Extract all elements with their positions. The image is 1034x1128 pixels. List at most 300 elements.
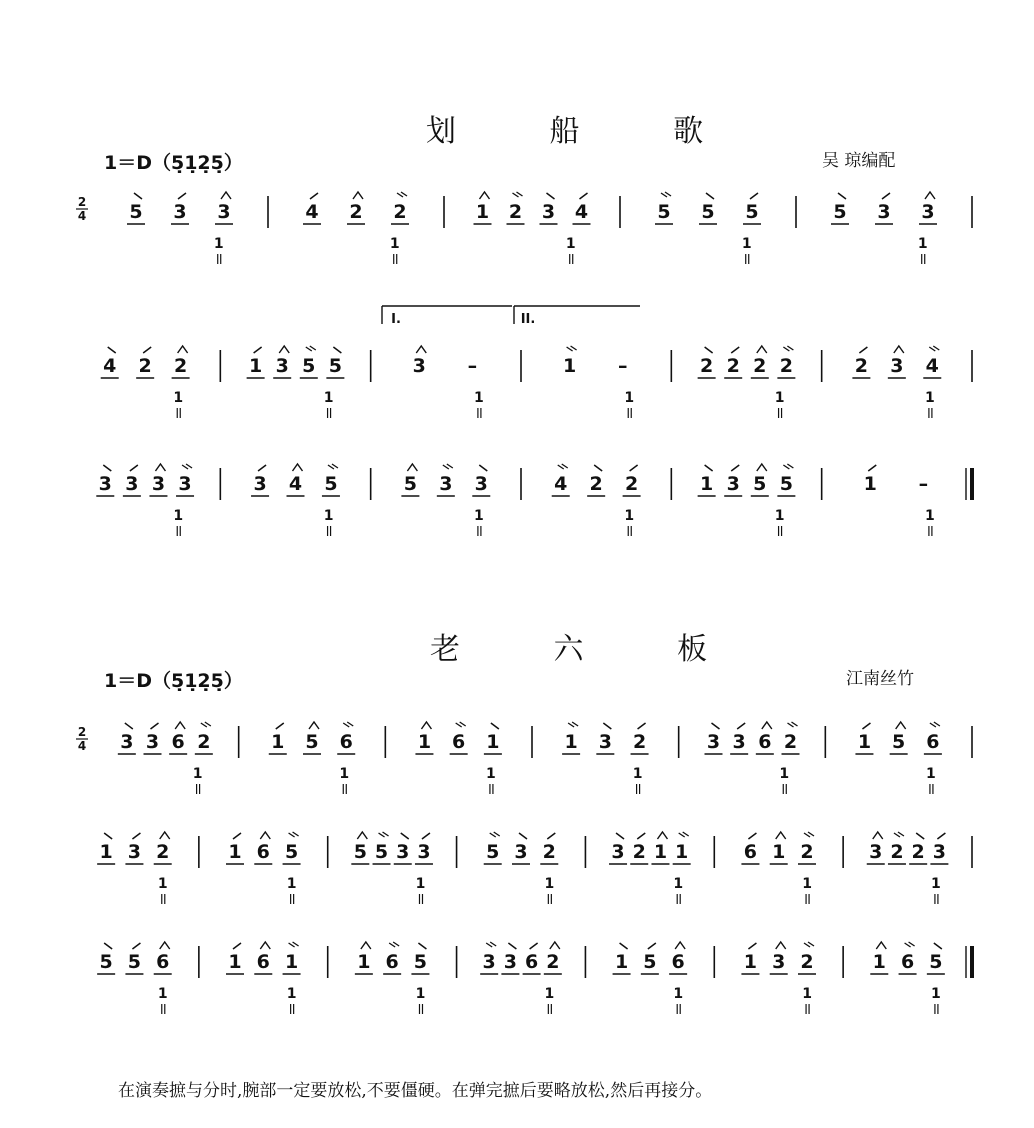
technique-mark: [757, 346, 767, 353]
note: 2: [632, 731, 647, 753]
note: 2: [624, 473, 639, 495]
lower-note: 1: [339, 766, 350, 782]
technique-mark: [480, 192, 490, 199]
technique-mark: [804, 943, 810, 947]
ending-2-label: II.: [520, 312, 536, 327]
note: 1: [284, 951, 299, 973]
note: 5: [284, 841, 299, 863]
lower-note: 1: [323, 390, 334, 406]
technique-mark: [661, 193, 667, 197]
technique-mark: [104, 943, 112, 949]
technique-mark: [328, 465, 334, 469]
note: 3: [514, 841, 528, 863]
technique-mark: [293, 942, 299, 946]
technique-mark: [930, 723, 936, 727]
note: 5: [701, 201, 715, 223]
note: 5: [745, 201, 759, 223]
technique-mark: [792, 722, 798, 726]
note: 2: [700, 355, 714, 377]
note: 5: [302, 355, 316, 377]
technique-mark: [182, 465, 188, 469]
note: 1: [228, 841, 242, 863]
note: 3: [253, 473, 267, 495]
note: 3: [932, 841, 947, 863]
note: 3: [482, 951, 496, 973]
note: 1: [486, 731, 500, 753]
technique-mark: [233, 833, 241, 839]
piece2-key-signature: 1＝D（5̣1̣2̣5̣）: [104, 670, 243, 692]
note: 1: [700, 473, 714, 495]
lower-note: 1: [802, 986, 812, 1002]
note: 2: [854, 355, 869, 377]
technique-mark: [898, 832, 904, 836]
note: 5: [486, 841, 500, 863]
technique-mark: [293, 832, 299, 836]
note: 3: [178, 473, 192, 495]
technique-mark: [155, 464, 165, 471]
technique-mark: [706, 193, 714, 199]
technique-mark: [103, 465, 111, 471]
technique-mark: [276, 723, 284, 729]
lower-note: 1: [917, 236, 928, 252]
note: 4: [554, 473, 568, 495]
note: 4: [288, 473, 303, 495]
note: 2: [393, 201, 407, 223]
note: 3: [706, 731, 721, 753]
lower-note: 1: [286, 876, 297, 892]
note: 5: [403, 473, 418, 495]
technique-mark: [132, 943, 140, 949]
piece2-title: 老 六 板: [430, 632, 750, 667]
technique-mark: [838, 193, 846, 199]
note: 3: [598, 731, 612, 753]
technique-mark: [132, 833, 140, 839]
lower-note: 1: [173, 390, 184, 406]
note: 2: [156, 841, 170, 863]
technique-mark: [562, 464, 568, 468]
technique-mark: [490, 833, 496, 837]
technique-mark: [347, 722, 353, 726]
note: 1: [872, 951, 886, 973]
note: 1: [357, 951, 371, 973]
note: 1: [249, 355, 263, 377]
technique-mark: [416, 346, 426, 353]
note: 3: [726, 473, 740, 495]
technique-mark: [657, 832, 667, 839]
technique-mark: [490, 942, 496, 946]
lower-note: 1: [157, 876, 168, 892]
note: 3: [127, 841, 142, 863]
technique-mark: [309, 722, 319, 729]
technique-mark: [130, 465, 138, 471]
note: 1: [863, 473, 877, 495]
note: 1: [772, 841, 786, 863]
technique-mark: [160, 832, 170, 839]
note: 4: [103, 355, 117, 377]
technique-mark: [494, 832, 500, 836]
lower-note: 1: [415, 986, 426, 1002]
technique-mark: [783, 347, 789, 351]
lower-note: 1: [673, 986, 684, 1002]
note: 6: [256, 951, 270, 973]
technique-mark: [925, 192, 935, 199]
lower-note: 1: [389, 236, 400, 252]
note: 3: [173, 201, 187, 223]
technique-mark: [683, 832, 689, 836]
technique-mark: [530, 943, 538, 949]
note: 1: [99, 841, 113, 863]
note: 1: [743, 951, 758, 973]
technique-mark: [808, 942, 814, 946]
dash: –: [618, 355, 628, 377]
technique-mark: [205, 722, 211, 726]
technique-mark: [550, 942, 560, 949]
note: 3: [474, 473, 488, 495]
technique-mark: [134, 193, 142, 199]
note: 1: [675, 841, 689, 863]
technique-mark: [379, 833, 385, 837]
technique-mark: [519, 833, 527, 839]
dash: –: [918, 473, 929, 495]
technique-mark: [868, 465, 876, 471]
note: 2: [546, 951, 560, 973]
technique-mark: [750, 193, 758, 199]
lower-note: 1: [173, 508, 184, 524]
note: 1: [562, 355, 577, 377]
technique-mark: [397, 193, 403, 197]
technique-mark: [517, 192, 523, 196]
technique-mark: [933, 346, 939, 350]
lower-note: 1: [213, 236, 224, 252]
lower-note: 1: [931, 986, 941, 1002]
technique-mark: [486, 943, 492, 947]
technique-mark: [306, 347, 312, 351]
note: 2: [911, 841, 925, 863]
note: 2: [800, 841, 814, 863]
technique-mark: [418, 943, 426, 949]
lower-note: 1: [925, 508, 935, 524]
technique-mark: [221, 192, 231, 199]
technique-mark: [547, 193, 555, 199]
lower-note: 1: [544, 876, 555, 892]
note: 4: [305, 201, 319, 223]
note: 5: [779, 473, 793, 495]
technique-mark: [293, 464, 303, 471]
technique-mark: [882, 193, 890, 199]
note: 3: [541, 201, 556, 223]
technique-mark: [905, 943, 911, 947]
note: 3: [890, 355, 904, 377]
technique-mark: [479, 465, 487, 471]
technique-mark: [289, 833, 295, 837]
note: 4: [574, 201, 589, 223]
note: 2: [542, 841, 556, 863]
note: 1: [271, 731, 285, 753]
lower-note: 1: [486, 766, 496, 782]
note: 5: [99, 951, 113, 973]
lower-note: 1: [157, 986, 168, 1002]
technique-mark: [876, 942, 886, 949]
technique-mark: [787, 464, 793, 468]
technique-mark: [616, 833, 624, 839]
technique-mark: [762, 722, 772, 729]
lower-note: 1: [286, 986, 297, 1002]
note: 6: [900, 951, 915, 973]
technique-mark: [620, 943, 628, 949]
technique-mark: [143, 347, 151, 353]
technique-mark: [665, 192, 671, 196]
technique-mark: [731, 347, 739, 353]
note: 1: [228, 951, 242, 973]
note: 5: [753, 473, 767, 495]
technique-mark: [178, 193, 186, 199]
note: 2: [800, 951, 814, 973]
technique-mark: [630, 465, 638, 471]
piece2-time-signature-den: 4: [77, 739, 87, 753]
note: 5: [892, 731, 906, 753]
technique-mark: [862, 723, 870, 729]
lower-note: 1: [323, 508, 334, 524]
note: 3: [921, 201, 935, 223]
note: 2: [726, 355, 740, 377]
technique-mark: [151, 723, 159, 729]
lower-note: 1: [415, 876, 426, 892]
note: 6: [385, 951, 399, 973]
technique-mark: [679, 833, 685, 837]
piece1-title: 划 船 歌: [426, 114, 746, 149]
note: 5: [929, 951, 943, 973]
note: 3: [503, 951, 518, 973]
technique-mark: [937, 833, 945, 839]
technique-mark: [310, 346, 316, 350]
lower-note: 1: [632, 766, 643, 782]
note: 5: [374, 841, 389, 863]
lower-note: 1: [474, 508, 484, 524]
note: 6: [671, 951, 685, 973]
technique-mark: [353, 192, 363, 199]
technique-mark: [731, 465, 739, 471]
note: 3: [412, 355, 426, 377]
note: 2: [890, 841, 904, 863]
technique-mark: [361, 942, 371, 949]
technique-mark: [175, 722, 185, 729]
note: 5: [129, 201, 143, 223]
technique-mark: [108, 347, 116, 353]
technique-mark: [333, 347, 341, 353]
technique-mark: [916, 833, 924, 839]
note: 2: [197, 731, 211, 753]
technique-mark: [934, 943, 942, 949]
note: 1: [564, 731, 578, 753]
lower-note: 1: [624, 508, 635, 524]
note: 2: [349, 201, 363, 223]
technique-mark: [447, 464, 453, 468]
technique-mark: [260, 832, 270, 839]
note: 2: [173, 355, 188, 377]
technique-mark: [233, 943, 241, 949]
technique-mark: [859, 347, 867, 353]
note: 5: [413, 951, 428, 973]
note: 3: [877, 201, 891, 223]
technique-mark: [873, 832, 883, 839]
note: 2: [779, 355, 793, 377]
technique-mark: [934, 722, 940, 726]
note: 1: [653, 841, 668, 863]
technique-mark: [558, 465, 564, 469]
note: 5: [833, 201, 847, 223]
technique-mark: [508, 943, 516, 949]
piece1-arranger: 吴 琼编配: [822, 151, 896, 171]
note: 1: [475, 201, 490, 223]
technique-mark: [567, 347, 573, 351]
technique-mark: [909, 942, 915, 946]
note: 3: [125, 473, 139, 495]
technique-mark: [705, 347, 713, 353]
note: 5: [657, 201, 671, 223]
performance-footnote: 在演奏摭与分时,腕部一定要放松,不要僵硬。在弹完摭后要略放松,然后再接分。: [118, 1081, 713, 1101]
note: 6: [524, 951, 539, 973]
note: 6: [926, 731, 940, 753]
note: 3: [275, 355, 289, 377]
technique-mark: [929, 347, 935, 351]
technique-mark: [260, 942, 270, 949]
technique-mark: [638, 723, 646, 729]
dash: –: [467, 355, 478, 377]
technique-mark: [571, 346, 577, 350]
lower-note: 1: [673, 876, 684, 892]
note: 5: [328, 355, 342, 377]
technique-mark: [389, 943, 395, 947]
technique-mark: [808, 832, 814, 836]
technique-mark: [748, 943, 756, 949]
technique-mark: [332, 464, 338, 468]
technique-mark: [104, 833, 112, 839]
lower-note: 1: [779, 766, 790, 782]
note: 2: [753, 355, 767, 377]
technique-mark: [637, 833, 645, 839]
note: 4: [925, 355, 939, 377]
technique-mark: [401, 833, 409, 839]
note: 1: [857, 731, 872, 753]
technique-mark: [705, 465, 713, 471]
lower-note: 1: [544, 986, 555, 1002]
note: 5: [643, 951, 657, 973]
piece1-key-signature: 1＝D（5̣1̣2̣5̣）: [104, 152, 243, 174]
lower-note: 1: [741, 236, 752, 252]
technique-mark: [776, 942, 786, 949]
note: 3: [869, 841, 883, 863]
lower-note: 1: [774, 390, 785, 406]
piece2-source: 江南丝竹: [846, 669, 914, 689]
technique-mark: [787, 346, 793, 350]
technique-mark: [603, 723, 611, 729]
technique-mark: [748, 833, 756, 839]
technique-mark: [357, 832, 367, 839]
piece1-time-signature-num: 2: [77, 195, 87, 209]
technique-mark: [407, 464, 417, 471]
technique-mark: [737, 723, 745, 729]
lower-note: 1: [565, 236, 576, 252]
note: 3: [611, 841, 625, 863]
note: 6: [743, 841, 758, 863]
note: 3: [417, 841, 431, 863]
note: 2: [632, 841, 646, 863]
note: 5: [305, 731, 319, 753]
technique-mark: [757, 464, 767, 471]
technique-mark: [422, 833, 430, 839]
note: 3: [439, 473, 453, 495]
technique-mark: [310, 193, 318, 199]
note: 3: [217, 201, 231, 223]
technique-mark: [712, 723, 720, 729]
technique-mark: [460, 722, 466, 726]
lower-note: 1: [926, 766, 936, 782]
note: 1: [417, 731, 432, 753]
technique-mark: [572, 722, 578, 726]
note: 2: [138, 355, 152, 377]
technique-mark: [896, 722, 906, 729]
note: 3: [732, 731, 746, 753]
piece1-time-signature-den: 4: [77, 209, 87, 223]
note: 3: [151, 473, 166, 495]
lower-note: 1: [931, 876, 941, 892]
lower-note: 1: [774, 508, 785, 524]
note: 2: [783, 731, 798, 753]
technique-mark: [421, 722, 431, 729]
technique-mark: [580, 193, 588, 199]
technique-mark: [513, 193, 519, 197]
technique-mark: [547, 833, 555, 839]
technique-mark: [343, 723, 349, 727]
technique-mark: [383, 832, 389, 836]
note: 3: [396, 841, 410, 863]
note: 6: [339, 731, 353, 753]
technique-mark: [401, 192, 407, 196]
lower-note: 1: [925, 390, 935, 406]
technique-mark: [456, 723, 462, 727]
technique-mark: [675, 942, 685, 949]
piece2-time-signature-num: 2: [77, 725, 87, 739]
note: 6: [452, 731, 466, 753]
lower-note: 1: [802, 876, 812, 892]
technique-mark: [125, 723, 133, 729]
technique-mark: [804, 833, 810, 837]
note: 6: [758, 731, 772, 753]
note: 2: [508, 201, 523, 223]
technique-mark: [894, 346, 904, 353]
note: 3: [145, 731, 160, 753]
note: 5: [324, 473, 338, 495]
note: 6: [256, 841, 270, 863]
technique-mark: [186, 464, 192, 468]
technique-mark: [788, 723, 794, 727]
note: 6: [171, 731, 185, 753]
lower-note: 1: [624, 390, 635, 406]
technique-mark: [254, 347, 262, 353]
technique-mark: [648, 943, 656, 949]
technique-mark: [201, 723, 207, 727]
note: 2: [589, 473, 603, 495]
technique-mark: [783, 465, 789, 469]
technique-mark: [594, 465, 602, 471]
technique-mark: [776, 832, 786, 839]
lower-note: 1: [192, 766, 203, 782]
technique-mark: [491, 723, 499, 729]
technique-mark: [160, 942, 170, 949]
technique-mark: [289, 943, 295, 947]
note: 3: [120, 731, 134, 753]
note: 3: [772, 951, 786, 973]
